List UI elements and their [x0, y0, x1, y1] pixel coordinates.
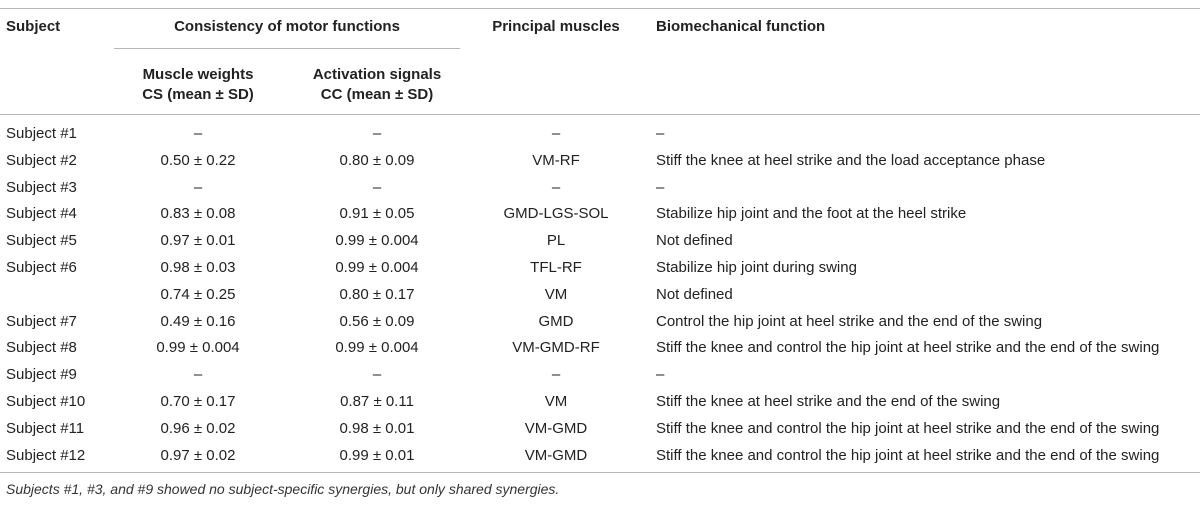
cell-muscles: VM	[544, 285, 568, 303]
cell-cc: 0.56 ± 0.09	[339, 312, 415, 330]
table-row	[0, 309, 1200, 336]
header-muscle-weights	[122, 65, 274, 105]
cell-subject: Subject #5	[6, 232, 77, 250]
header-consistency-group: Consistency of motor functions	[174, 18, 400, 35]
cell-muscles: –	[551, 125, 561, 142]
table-row	[0, 148, 1200, 175]
table-row	[0, 335, 1200, 362]
cell-subject: Subject #10	[6, 392, 86, 410]
table-row	[0, 201, 1200, 228]
cell-muscles: VM-GMD	[524, 419, 588, 437]
cell-bio: –	[656, 125, 665, 142]
cell-cs: 0.98 ± 0.03	[160, 258, 236, 276]
cell-cc: 0.87 ± 0.11	[340, 392, 414, 410]
cell-subject: Subject #9	[6, 366, 77, 384]
cell-muscles: VM	[544, 392, 568, 410]
table-row	[0, 228, 1200, 255]
cell-muscles: –	[551, 366, 561, 384]
cell-bio: Stiff the knee and control the hip joint at heel strike and the end of the swing	[656, 446, 1160, 464]
table-row	[0, 416, 1200, 443]
header-rule	[0, 114, 1200, 115]
table-footnote: Subjects #1, #3, and #9 showed no subject-specific synergies, but only shared synergies.	[6, 481, 560, 497]
cell-subject: Subject #2	[6, 151, 77, 169]
cell-cs: 0.96 ± 0.02	[160, 419, 236, 437]
cell-muscles: TFL-RF	[530, 258, 582, 276]
cell-subject: Subject #11	[6, 419, 85, 437]
cell-bio: Stiff the knee and control the hip joint at heel strike and the end of the swing	[656, 419, 1160, 437]
header-activation-signals	[292, 65, 462, 105]
cell-subject: Subject #6	[6, 258, 77, 276]
cell-cc: 0.80 ± 0.17	[339, 285, 415, 303]
table-row	[0, 389, 1200, 416]
cell-bio: Stiff the knee and control the hip joint at heel strike and the end of the swing	[656, 339, 1160, 357]
cell-subject: Subject #12	[6, 446, 86, 464]
cell-muscles: PL	[546, 232, 566, 250]
table-row	[0, 443, 1200, 470]
cell-subject: Subject #7	[6, 312, 77, 330]
table-row	[0, 282, 1200, 309]
cell-cc: 0.99 ± 0.01	[339, 446, 415, 464]
cell-subject: Subject #4	[6, 205, 77, 223]
cell-subject: Subject #3	[6, 178, 77, 196]
cell-bio: –	[656, 366, 665, 384]
cell-cs: 0.70 ± 0.17	[160, 392, 236, 410]
cell-cc: 0.98 ± 0.01	[339, 419, 415, 437]
cell-bio: Not defined	[656, 285, 733, 303]
table-row	[0, 175, 1200, 202]
header-activation-signals-line2: CC (mean ± SD)	[320, 86, 434, 103]
cell-cs: 0.74 ± 0.25	[160, 285, 236, 303]
header-muscle-weights-line1: Muscle weights	[142, 66, 254, 83]
header-activation-signals-line1: Activation signals	[312, 66, 442, 83]
cell-cc: 0.99 ± 0.004	[335, 232, 419, 250]
cell-cc: –	[372, 178, 382, 196]
header-biomechanical-function: Biomechanical function	[656, 18, 826, 35]
cell-cs: 0.99 ± 0.004	[156, 339, 240, 357]
cell-muscles: VM-GMD-RF	[512, 339, 600, 357]
cell-cc: 0.91 ± 0.05	[339, 205, 415, 223]
group-rule	[114, 48, 460, 49]
header-principal-muscles: Principal muscles	[492, 18, 620, 35]
cell-bio: –	[656, 178, 665, 196]
cell-subject: Subject #8	[6, 339, 77, 357]
cell-muscles: VM-GMD	[524, 446, 588, 464]
cell-bio: Stabilize hip joint and the foot at the heel strike	[656, 205, 967, 223]
cell-cs: 0.97 ± 0.02	[160, 446, 236, 464]
table-body	[0, 121, 1200, 469]
cell-muscles: –	[551, 178, 561, 196]
cell-cc: 0.80 ± 0.09	[339, 151, 415, 169]
cell-bio: Stiff the knee at heel strike and the load acceptance phase	[656, 151, 1046, 169]
cell-bio: Stiff the knee at heel strike and the end of the swing	[656, 392, 1001, 410]
cell-subject: Subject #1	[6, 125, 77, 142]
cell-cs: 0.49 ± 0.16	[160, 312, 236, 330]
bottom-rule	[0, 472, 1200, 473]
cell-cs: 0.97 ± 0.01	[160, 232, 236, 250]
cell-cc: –	[372, 366, 382, 384]
cell-cc: –	[372, 125, 382, 142]
cell-cs: –	[193, 178, 203, 196]
cell-cc: 0.99 ± 0.004	[335, 339, 419, 357]
table-row	[0, 121, 1200, 148]
header-subject: Subject	[6, 18, 61, 35]
cell-cs: –	[193, 366, 203, 384]
cell-muscles: GMD	[538, 312, 574, 330]
cell-bio: Stabilize hip joint during swing	[656, 258, 857, 276]
cell-muscles: GMD-LGS-SOL	[503, 205, 609, 223]
cell-cs: 0.50 ± 0.22	[160, 151, 236, 169]
table-row	[0, 255, 1200, 282]
cell-cs: –	[193, 125, 203, 142]
cell-cs: 0.83 ± 0.08	[160, 205, 236, 223]
table-row	[0, 362, 1200, 389]
header-muscle-weights-line2: CS (mean ± SD)	[142, 86, 254, 103]
cell-muscles: VM-RF	[532, 151, 580, 169]
cell-cc: 0.99 ± 0.004	[335, 258, 419, 276]
cell-bio: Control the hip joint at heel strike and the end of the swing	[656, 312, 1043, 330]
cell-bio: Not defined	[656, 232, 733, 250]
top-rule	[0, 8, 1200, 9]
